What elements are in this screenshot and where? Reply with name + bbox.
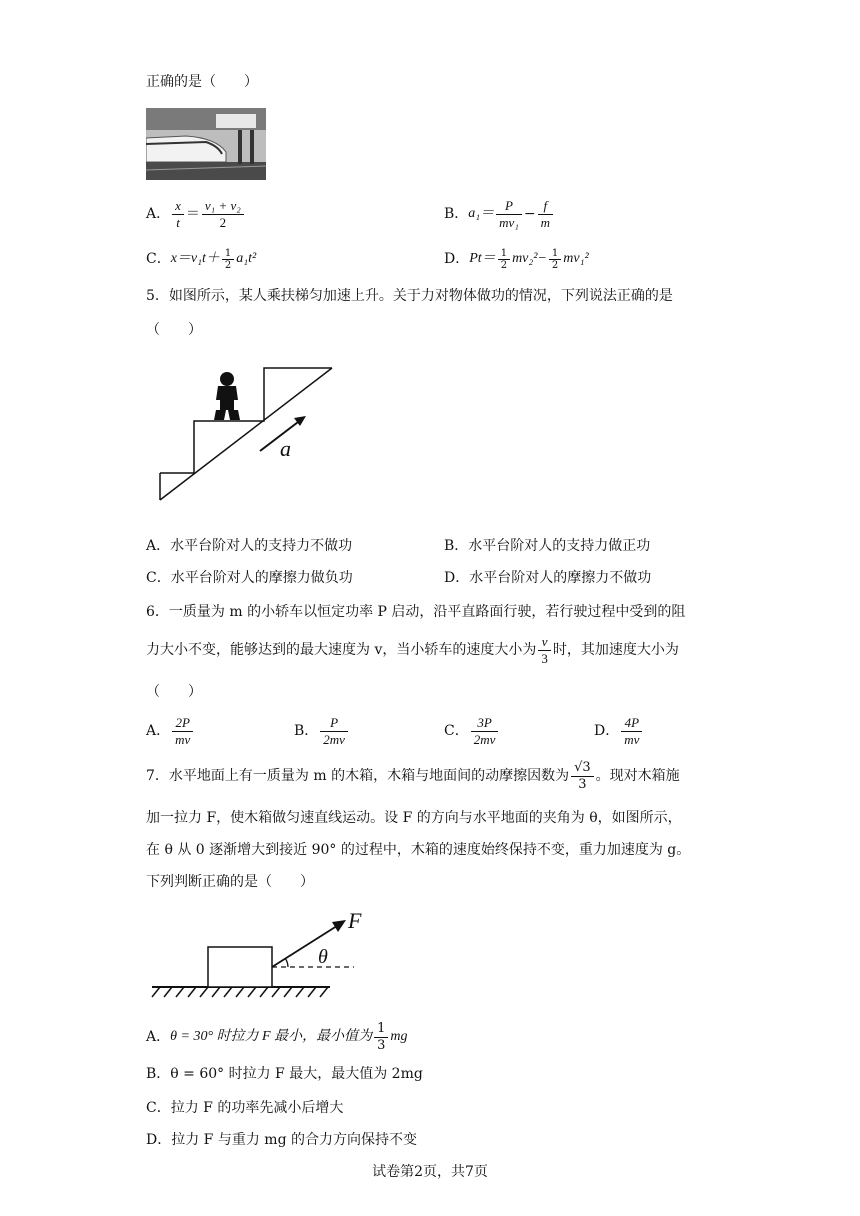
q4b-fraction-1: $\frac{P}{\text{mv₁}}$: [496, 198, 522, 231]
q4d-half-2: $\frac{1}{2}$: [549, 248, 561, 271]
acceleration-label: a: [280, 436, 291, 461]
q6-speed-fraction: $\frac{v}{3}$: [538, 634, 551, 667]
q7-stem-line3: 在 θ 从 0 逐渐增大到接近 90° 的过程中，木箱的速度始终保持不变，重力加速度为 g。: [146, 842, 691, 858]
q7-stem-line2: 加一拉力 F，使木箱做匀速直线运动。设 F 的方向与水平地面的夹角为 θ，如图所示，: [146, 810, 682, 826]
q4a-lhs-fraction: $\frac{x}{t}$: [172, 198, 184, 231]
q5-option-a: A．水平台阶对人的支持力不做功: [146, 538, 353, 554]
q5-stem-line1: 5．如图所示，某人乘扶梯匀加速上升。关于力对物体做功的情况，下列说法正确的是: [146, 288, 673, 304]
person-icon: [214, 372, 240, 420]
q6-stem-line1: 6．一质量为 m 的小轿车以恒定功率 P 启动，沿平直路面行驶，若行驶过程中受到的阻: [146, 604, 686, 620]
force-label: F: [348, 908, 362, 933]
q7-option-d: D．拉力 F 与重力 mg 的合力方向保持不变: [146, 1132, 417, 1148]
wooden-box: [208, 947, 272, 987]
q6-stem-line2: 力大小不变，能够达到的最大速度为 v，当小轿车的速度大小为 $\frac{v}{3}$ 时，其加速度大小为: [146, 633, 679, 666]
q4-option-d: D． Pt＝ $\frac{1}{2}$ mv₂²− $\frac{1}{2}$ mv₁²: [444, 247, 589, 271]
q4b-fraction-2: $\frac{f}{m}$: [538, 198, 553, 231]
q6-option-a: A． $\frac{2P}{mv}$: [146, 712, 195, 750]
q7-stem-line4: 下列判断正确的是（ ）: [146, 874, 314, 890]
q6-stem-line3: （ ）: [146, 684, 202, 700]
box-force-diagram: [150, 906, 390, 1002]
train-photo: [146, 108, 266, 180]
escalator-diagram: [156, 364, 336, 504]
q6-option-d: D． $\frac{4P}{mv}$: [594, 712, 644, 750]
angle-label: θ: [318, 946, 328, 968]
q4c-half: $\frac{1}{2}$: [222, 248, 234, 271]
q6-option-b: B． $\frac{P}{2mv}$: [294, 712, 350, 750]
q5-option-b: B．水平台阶对人的支持力做正功: [444, 538, 651, 554]
q7a-fraction: $\frac{1}{3}$: [374, 1021, 388, 1054]
page-footer: 试卷第2页，共7页: [372, 1164, 488, 1180]
q7-option-c: C．拉力 F 的功率先减小后增大: [146, 1100, 344, 1116]
q4-stem-tail: 正确的是（ ）: [146, 74, 258, 90]
q4-option-b: B． a₁＝ $\frac{P}{\text{mv₁}}$ − $\frac{f}{m}$: [444, 196, 555, 232]
q4-option-a: A． $\frac{x}{t}$ ＝ $\frac{\text{v₁ + v₂}}{2}$: [146, 196, 246, 232]
q7-mu-fraction: $\frac{√3}{3}$: [571, 760, 594, 793]
q5-option-c: C．水平台阶对人的摩擦力做负功: [146, 570, 353, 586]
q4d-half-1: $\frac{1}{2}$: [498, 248, 510, 271]
train-photo-drawing: [146, 108, 266, 180]
q7-stem-line1: 7．水平地面上有一质量为 m 的木箱，木箱与地面间的动摩擦因数为 $\frac{√3}{3}$ 。现对木箱施: [146, 759, 680, 792]
q5-option-d: D．水平台阶对人的摩擦力不做功: [444, 570, 652, 586]
q6-option-c: C． $\frac{3P}{2mv}$: [444, 712, 500, 750]
q7-option-b: B．θ = 60° 时拉力 F 最大，最大值为 2mg: [146, 1066, 423, 1082]
force-arrow-icon: [332, 920, 346, 932]
q5-stem-line2: （ ）: [146, 322, 202, 338]
q4-option-c: C． x＝v₁t＋ $\frac{1}{2}$ a₁t²: [146, 247, 257, 271]
q7-option-a: A． θ = 30° 时拉力 F 最小，最小值为 $\frac{1}{3}$ mg: [146, 1020, 408, 1053]
q4a-rhs-fraction: $\frac{\text{v₁ + v₂}}{2}$: [202, 198, 244, 231]
